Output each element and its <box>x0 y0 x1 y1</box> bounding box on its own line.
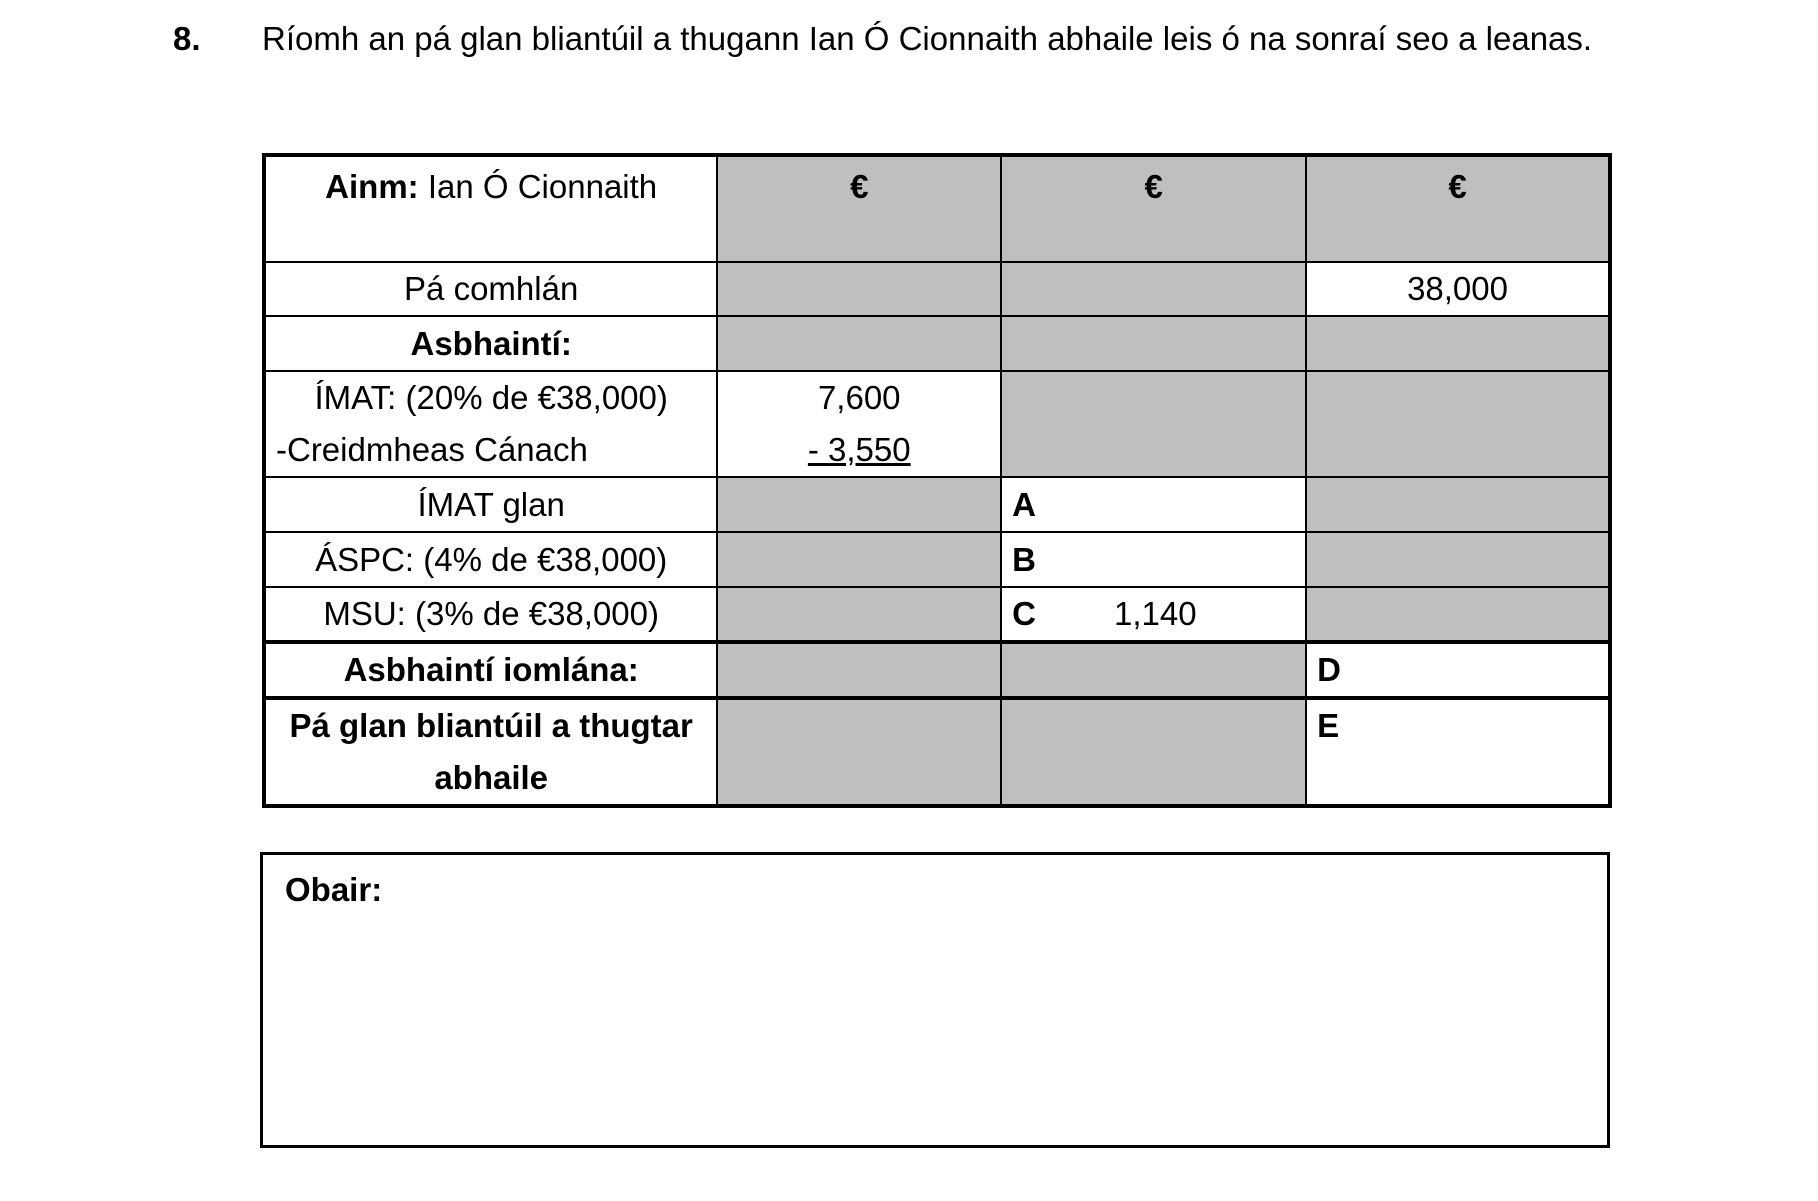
blank-cell <box>1001 642 1306 698</box>
prsi-answer-cell[interactable] <box>1001 532 1306 587</box>
answer-letter-b: B <box>1012 540 1037 578</box>
blank-cell <box>1001 262 1306 316</box>
net-paye-row <box>264 477 1610 532</box>
name-cell <box>264 155 717 262</box>
net-pay-row <box>264 698 1610 806</box>
paye-calc-cell <box>264 371 717 477</box>
blank-cell <box>1001 316 1306 371</box>
prsi-label: ÁSPC: (4% de €38,000) <box>264 532 717 587</box>
currency-header-2: € <box>1001 155 1306 262</box>
usc-row <box>264 587 1610 642</box>
blank-cell <box>717 532 1001 587</box>
total-deductions-row <box>264 642 1610 698</box>
answer-letter-d: D <box>1317 651 1341 688</box>
net-pay-answer-cell[interactable] <box>1306 698 1610 806</box>
blank-cell <box>1306 316 1610 371</box>
blank-cell <box>717 262 1001 316</box>
blank-cell <box>1306 587 1610 642</box>
blank-cell <box>717 642 1001 698</box>
usc-value: 1,140 <box>1114 595 1197 632</box>
name-value: Ian Ó Cionnaith <box>418 168 658 205</box>
net-paye-answer-cell[interactable] <box>1001 477 1306 532</box>
payslip-table <box>262 153 1612 808</box>
usc-answer-cell <box>1001 587 1306 642</box>
blank-cell <box>1306 371 1610 477</box>
net-paye-label: ÍMAT glan <box>264 477 717 532</box>
blank-cell <box>1001 371 1306 477</box>
blank-cell <box>717 316 1001 371</box>
question-number: 8. <box>173 20 201 57</box>
answer-letter-a: A <box>1012 485 1037 523</box>
gross-pay-label: Pá comhlán <box>264 262 717 316</box>
deductions-row <box>264 316 1610 371</box>
tax-credit-label: -Creidmheas Cánach <box>276 431 588 468</box>
prsi-row <box>264 532 1610 587</box>
total-deductions-label: Asbhaintí iomlána: <box>264 642 717 698</box>
total-deductions-answer-cell[interactable] <box>1306 642 1610 698</box>
question-text: Ríomh an pá glan bliantúil a thugann Ian Ó Cionnaith abhaile leis ó na sonraí seo a leanas. <box>262 20 1593 57</box>
gross-pay-value: 38,000 <box>1306 262 1610 316</box>
blank-cell <box>1306 477 1610 532</box>
currency-header-1: € <box>717 155 1001 262</box>
blank-cell <box>717 477 1001 532</box>
currency-header-3: € <box>1306 155 1610 262</box>
paye-calc-row <box>264 371 1610 477</box>
answer-letter-c: C <box>1012 595 1037 632</box>
deductions-label: Asbhaintí: <box>264 316 717 371</box>
blank-cell <box>717 587 1001 642</box>
tax-credit-value: - 3,550 <box>807 431 911 468</box>
blank-cell <box>717 698 1001 806</box>
answer-letter-e: E <box>1317 707 1340 744</box>
work-box[interactable] <box>260 852 1610 1148</box>
net-pay-label: Pá glan bliantúil a thugtar abhaile <box>264 698 717 806</box>
name-label: Ainm: <box>325 168 419 205</box>
blank-cell <box>1306 532 1610 587</box>
paye-calc-label: ÍMAT: (20% de €38,000) <box>314 379 668 416</box>
paye-calc-value: 7,600 <box>817 379 901 416</box>
header-row <box>264 155 1610 262</box>
work-label: Obair: <box>285 871 383 908</box>
usc-label: MSU: (3% de €38,000) <box>264 587 717 642</box>
blank-cell <box>1001 698 1306 806</box>
paye-calc-values <box>717 371 1001 477</box>
gross-pay-row <box>264 262 1610 316</box>
